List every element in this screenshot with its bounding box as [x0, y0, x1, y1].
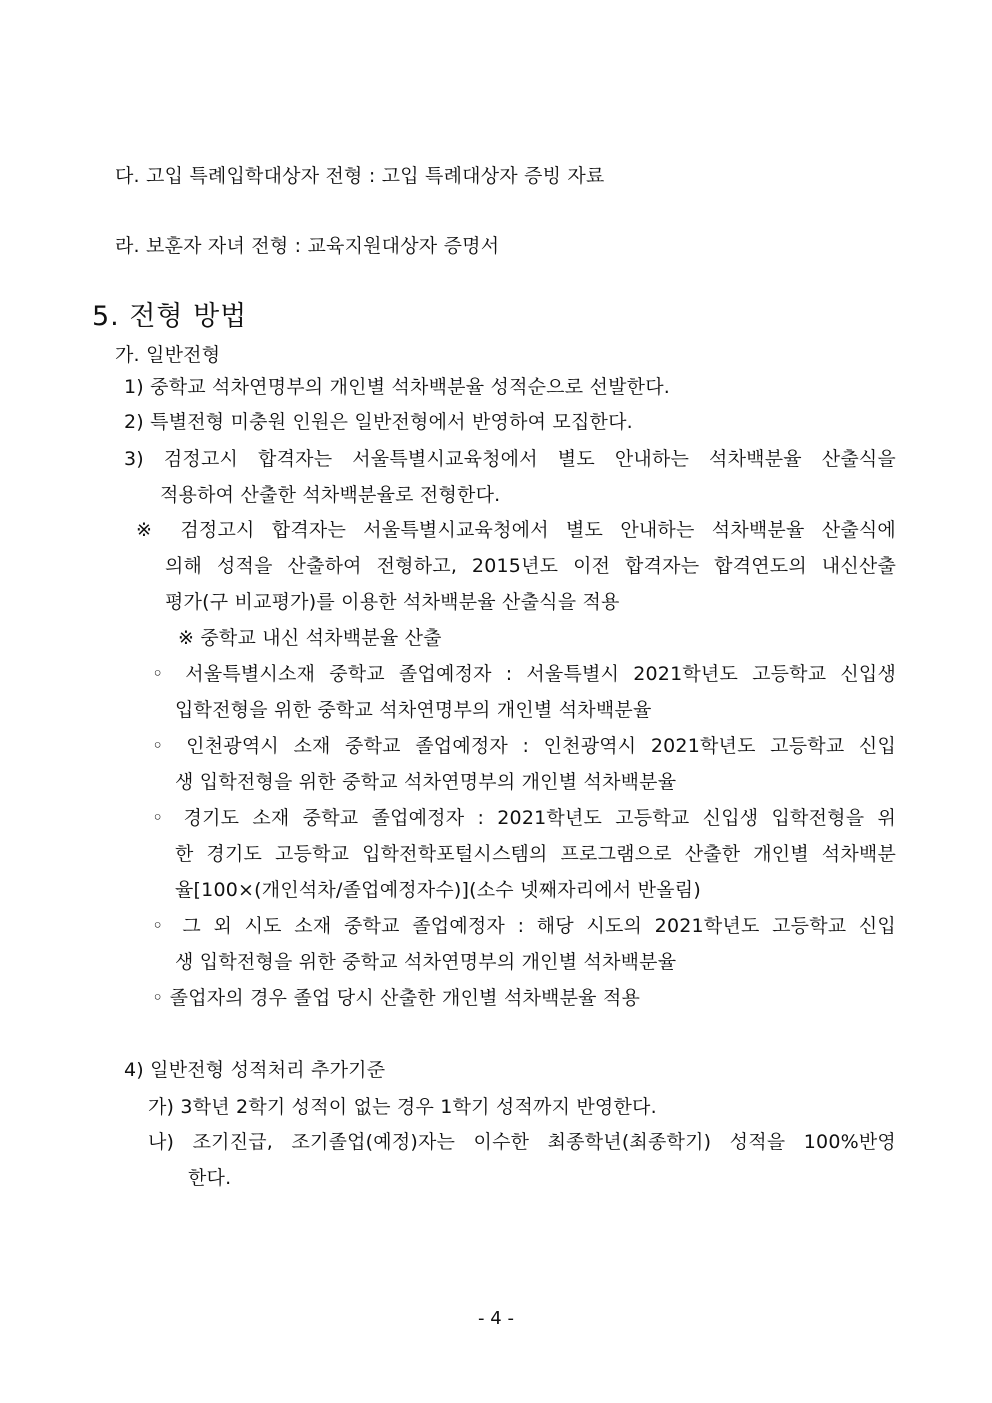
bullet-seoul-line2: 입학전형을 위한 중학교 석차연명부의 개인별 석차백분율: [175, 699, 652, 721]
bullet-incheon-line2: 생 입학전형을 위한 중학교 석차연명부의 개인별 석차백분율: [175, 771, 677, 793]
bullet-graduate: ◦ 졸업자의 경우 졸업 당시 산출한 개인별 석차백분율 적용: [152, 987, 641, 1009]
sub-item-na-line1: 나) 조기진급, 조기졸업(예정)자는 이수한 최종학년(최종학기) 성적을 100%반영: [148, 1131, 896, 1153]
note-calc: ※ 중학교 내신 석차백분율 산출: [178, 627, 442, 649]
page-number: - 4 -: [478, 1308, 514, 1329]
sub-item-ga: 가) 3학년 2학기 성적이 없는 경우 1학기 성적까지 반영한다.: [148, 1096, 657, 1118]
item-1: 1) 중학교 석차연명부의 개인별 석차백분율 성적순으로 선발한다.: [124, 376, 670, 398]
sub-item-na-line2: 한다.: [188, 1167, 232, 1189]
line-ra: 라. 보훈자 자녀 전형 : 교육지원대상자 증명서: [115, 235, 500, 257]
item-3-line1: 3) 검정고시 합격자는 서울특별시교육청에서 별도 안내하는 석차백분율 산출식을: [124, 448, 896, 470]
note-line3: 평가(구 비교평가)를 이용한 석차백분율 산출식을 적용: [165, 591, 620, 613]
item-4: 4) 일반전형 성적처리 추가기준: [124, 1059, 386, 1081]
note-line2: 의해 성적을 산출하여 전형하고, 2015년도 이전 합격자는 합격연도의 내신산출: [165, 555, 896, 577]
bullet-gyeonggi-line3: 율[100×(개인석차/졸업예정자수)](소수 넷째자리에서 반올림): [175, 879, 701, 901]
line-da: 다. 고입 특례입학대상자 전형 : 고입 특례대상자 증빙 자료: [115, 165, 605, 187]
bullet-other-line1: ◦ 그 외 시도 소재 중학교 졸업예정자 : 해당 시도의 2021학년도 고등학교 신입: [152, 915, 896, 937]
section-heading: 5. 전형 방법: [92, 301, 248, 332]
bullet-gyeonggi-line2: 한 경기도 고등학교 입학전학포털시스템의 프로그램으로 산출한 개인별 석차백분: [175, 843, 896, 865]
bullet-seoul-line1: ◦ 서울특별시소재 중학교 졸업예정자 : 서울특별시 2021학년도 고등학교 신입생: [152, 663, 896, 685]
bullet-other-line2: 생 입학전형을 위한 중학교 석차연명부의 개인별 석차백분율: [175, 951, 677, 973]
subsection-ga: 가. 일반전형: [115, 344, 221, 366]
bullet-gyeonggi-line1: ◦ 경기도 소재 중학교 졸업예정자 : 2021학년도 고등학교 신입생 입학전형을 위: [152, 807, 896, 829]
note-line1: ※ 검정고시 합격자는 서울특별시교육청에서 별도 안내하는 석차백분율 산출식에: [136, 519, 896, 541]
item-2: 2) 특별전형 미충원 인원은 일반전형에서 반영하여 모집한다.: [124, 411, 633, 433]
bullet-incheon-line1: ◦ 인천광역시 소재 중학교 졸업예정자 : 인천광역시 2021학년도 고등학교 신입: [152, 735, 896, 757]
item-3-line2: 적용하여 산출한 석차백분율로 전형한다.: [160, 484, 501, 506]
